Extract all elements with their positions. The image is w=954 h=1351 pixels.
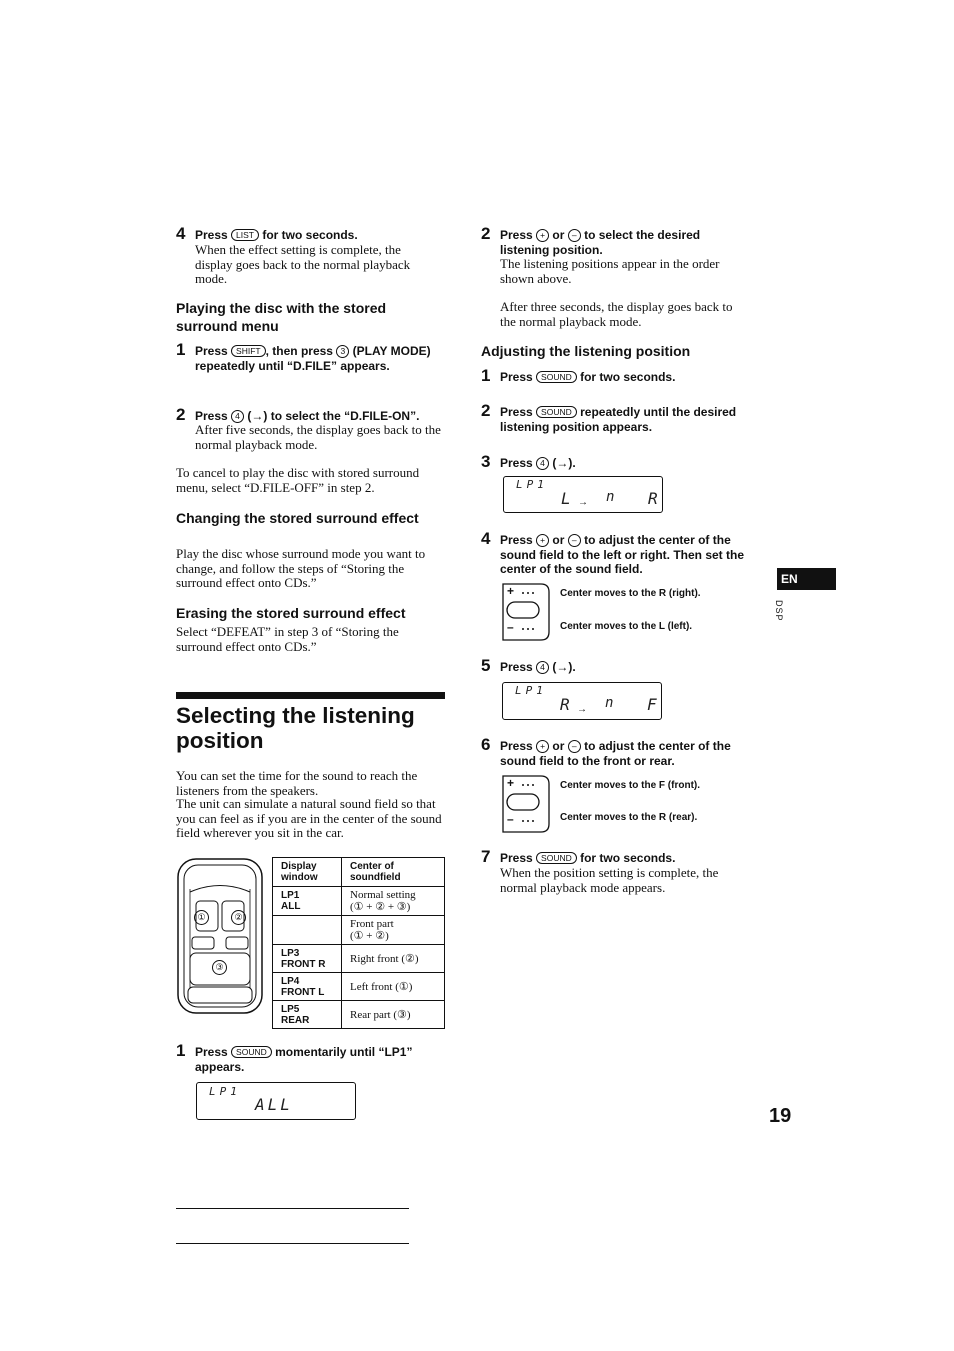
car-outline-icon: [176, 857, 264, 1017]
step-number: 1: [176, 340, 186, 359]
lcd-right-char: R: [648, 489, 658, 508]
step-number: 3: [481, 452, 491, 471]
lcd-mid-char: n: [605, 695, 614, 711]
minus-key-icon: –: [568, 740, 581, 753]
caption: Center moves to the R (right).: [560, 588, 701, 599]
step-body: The listening positions appear in the order shown above.: [500, 256, 720, 286]
step-instruction: Press + or – to adjust the center of the sound field to the left or right. Then set the center of the sound field.: [500, 533, 744, 576]
table-row: [273, 887, 445, 916]
lcd-display: [503, 476, 663, 513]
lcd-small-text: LP1: [209, 1085, 241, 1098]
divider: [176, 1208, 409, 1209]
key-4-icon: 4: [536, 661, 549, 674]
display-cell: LP3 FRONT R: [273, 945, 342, 973]
shift-key-icon: SHIFT: [231, 345, 266, 357]
step-instruction: Press SOUND for two seconds.: [500, 851, 676, 865]
plus-icon: +: [507, 584, 515, 598]
section-heading: Playing the disc with the stored surround menu: [176, 300, 387, 334]
lcd-display: [502, 682, 662, 720]
page-title: Selecting the listening position: [176, 703, 415, 753]
lcd-arrow-icon: →: [578, 497, 588, 508]
step-instruction: Press LIST for two seconds.: [195, 228, 358, 242]
key-3-icon: 3: [336, 345, 349, 358]
soundfield-cell: Rear part (③): [342, 1001, 445, 1029]
step-number: 5: [481, 656, 491, 675]
step-number: 7: [481, 847, 491, 866]
seat-2-marker: ②: [231, 910, 246, 925]
lcd-left-char: R: [560, 695, 570, 714]
sound-key-icon: SOUND: [536, 406, 577, 418]
section-heading: Adjusting the listening position: [481, 343, 691, 359]
step-number: 1: [176, 1041, 186, 1060]
step-number: 1: [481, 366, 491, 385]
table-row: [273, 916, 445, 945]
display-cell: LP4 FRONT L: [273, 973, 342, 1001]
page-number: 19: [769, 1105, 792, 1127]
table-row: [273, 1001, 445, 1029]
soundfield-cell: Right front (②): [342, 945, 445, 973]
step-instruction: Press SOUND repeatedly until the desired listening position appears.: [500, 405, 737, 434]
lcd-small-text: LP1: [515, 684, 547, 697]
lcd-right-char: F: [647, 695, 657, 714]
column-header: Center of soundfield: [342, 858, 445, 887]
display-cell: LP1 ALL: [273, 887, 342, 916]
plus-key-icon: +: [536, 534, 549, 547]
step-body: After five seconds, the display goes back to the normal playback mode.: [195, 422, 441, 452]
step-number: 2: [481, 224, 491, 243]
section-body: Play the disc whose surround mode you want to change, and follow the steps of “Storing the surround effect onto CDs.”: [176, 546, 426, 590]
lcd-left-char: L: [561, 489, 571, 508]
step-instruction: Press + or – to adjust the center of the sound field to the front or rear.: [500, 739, 731, 768]
step-instruction: Press 4 (→).: [500, 456, 576, 470]
caption: Center moves to the F (front).: [560, 780, 701, 791]
soundfield-cell: Front part (① + ②): [342, 916, 445, 945]
step-instruction: Press 4 (→) to select the “D.FILE-ON”.: [195, 409, 420, 423]
section-heading: Changing the stored surround effect: [176, 510, 419, 526]
section-heading: Erasing the stored surround effect: [176, 605, 406, 621]
intro-paragraph: The unit can simulate a natural sound field so that you can feel as if you are in the center of the sound field wherever you sit in the car.: [176, 796, 442, 840]
table-row: [273, 945, 445, 973]
step-instruction: Press SOUND for two seconds.: [500, 370, 676, 384]
plus-icon: +: [507, 776, 515, 790]
plus-key-icon: +: [536, 229, 549, 242]
key-4-icon: 4: [536, 457, 549, 470]
step-number: 2: [481, 401, 491, 420]
sound-key-icon: SOUND: [536, 852, 577, 864]
table-header-row: [273, 858, 445, 887]
cancel-note: To cancel to play the disc with stored surround menu, select “D.FILE-OFF” in step 2.: [176, 465, 420, 495]
table-row: [273, 973, 445, 1001]
seat-1-marker: ①: [194, 910, 209, 925]
section-body: Select “DEFEAT” in step 3 of “Storing the surround effect onto CDs.”: [176, 624, 399, 654]
caption: Center moves to the L (left).: [560, 621, 693, 632]
step-number: 2: [176, 405, 186, 424]
section-tab-label: DSP: [774, 600, 784, 622]
car-seating-diagram: [176, 857, 264, 1017]
intro-paragraph: You can set the time for the sound to reach the listeners from the speakers.: [176, 768, 418, 798]
language-tab: EN: [777, 568, 836, 590]
plus-key-icon: +: [536, 740, 549, 753]
sound-key-icon: SOUND: [231, 1046, 272, 1058]
step-instruction: Press SOUND momentarily until “LP1” appears.: [195, 1045, 413, 1074]
listening-position-table: [272, 857, 445, 1029]
step-instruction: Press + or – to select the desired listening position.: [500, 228, 701, 257]
step-body: After three seconds, the display goes back to the normal playback mode.: [500, 299, 733, 329]
step-body: When the effect setting is complete, the display goes back to the normal playback mode.: [195, 242, 411, 286]
column-header: Display window: [273, 858, 342, 887]
minus-key-icon: –: [568, 534, 581, 547]
step-number: 4: [481, 529, 491, 548]
key-4-icon: 4: [231, 410, 244, 423]
divider: [176, 1243, 409, 1244]
step-number: 6: [481, 735, 491, 754]
seat-3-marker: ③: [212, 960, 227, 975]
minus-icon: –: [507, 812, 514, 826]
minus-key-icon: –: [568, 229, 581, 242]
display-cell: LP5 REAR: [273, 1001, 342, 1029]
step-instruction: Press 4 (→).: [500, 660, 576, 674]
caption: Center moves to the R (rear).: [560, 812, 698, 823]
lcd-arrow-icon: →: [577, 704, 587, 715]
sound-key-icon: SOUND: [536, 371, 577, 383]
lcd-small-text: LP1: [516, 478, 548, 491]
step-instruction: Press SHIFT , then press 3 (PLAY MODE) repeatedly until “D.FILE” appears.: [195, 344, 431, 373]
rocker-button-diagram: [501, 774, 551, 834]
list-key-icon: LIST: [231, 229, 259, 241]
lcd-display: [196, 1082, 356, 1120]
step-body: When the position setting is complete, the normal playback mode appears.: [500, 865, 719, 895]
title-rule: [176, 692, 445, 699]
soundfield-cell: Normal setting (① + ② + ③): [342, 887, 445, 916]
rocker-button-diagram: [501, 582, 551, 642]
soundfield-cell: Left front (①): [342, 973, 445, 1001]
minus-icon: –: [507, 620, 514, 634]
step-number: 4: [176, 224, 186, 243]
display-cell: [273, 916, 342, 945]
lcd-main-text: ALL: [255, 1095, 293, 1114]
lcd-mid-char: n: [606, 489, 615, 505]
